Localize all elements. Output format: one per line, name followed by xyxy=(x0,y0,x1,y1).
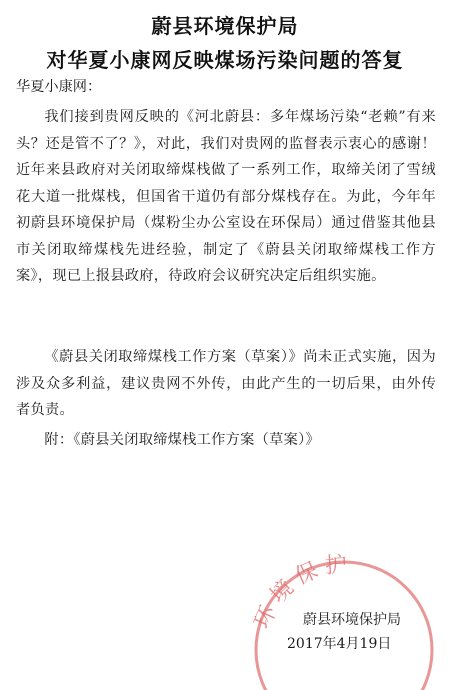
paragraph-2: 《蔚县关闭取缔煤栈工作方案（草案）》尚未正式实施，因为涉及众多利益，建议贵网不外传，由此产生的一切后果，由外传者负责。 xyxy=(16,349,436,418)
title-line-1: 蔚县环境保护局 xyxy=(151,14,299,38)
date: 2017年4月19日 xyxy=(287,636,392,652)
seal-text: 环境保护 xyxy=(250,552,354,633)
paragraph-1: 我们接到贵网反映的《河北蔚县：多年煤场污染“老赖”有来头？还是管不了？》，对此，我们对贵网的监督表示衷心的感谢！近年来县政府对关闭取缔煤栈做了一系列工作，取缔关闭了雪绒花大道一批煤栈，但国省干道仍有部分煤栈存在。为此，今年年初蔚县环境保护局（煤粉尘办公室设在环保局）通过借鉴其他县市关闭取缔煤栈先进经验，制定了《蔚县关闭取缔煤栈工作方案》，现已上报县政府，待政府会议研究决定后组织实施。 xyxy=(16,109,436,284)
signer: 蔚县环境保护局 xyxy=(303,612,401,628)
salutation: 华夏小康网： xyxy=(16,79,102,95)
title-line-2: 对华夏小康网反映煤场污染问题的答复 xyxy=(46,48,404,72)
paragraph-3-attachment: 附：《蔚县关闭取缔煤栈工作方案（草案）》 xyxy=(44,432,320,448)
